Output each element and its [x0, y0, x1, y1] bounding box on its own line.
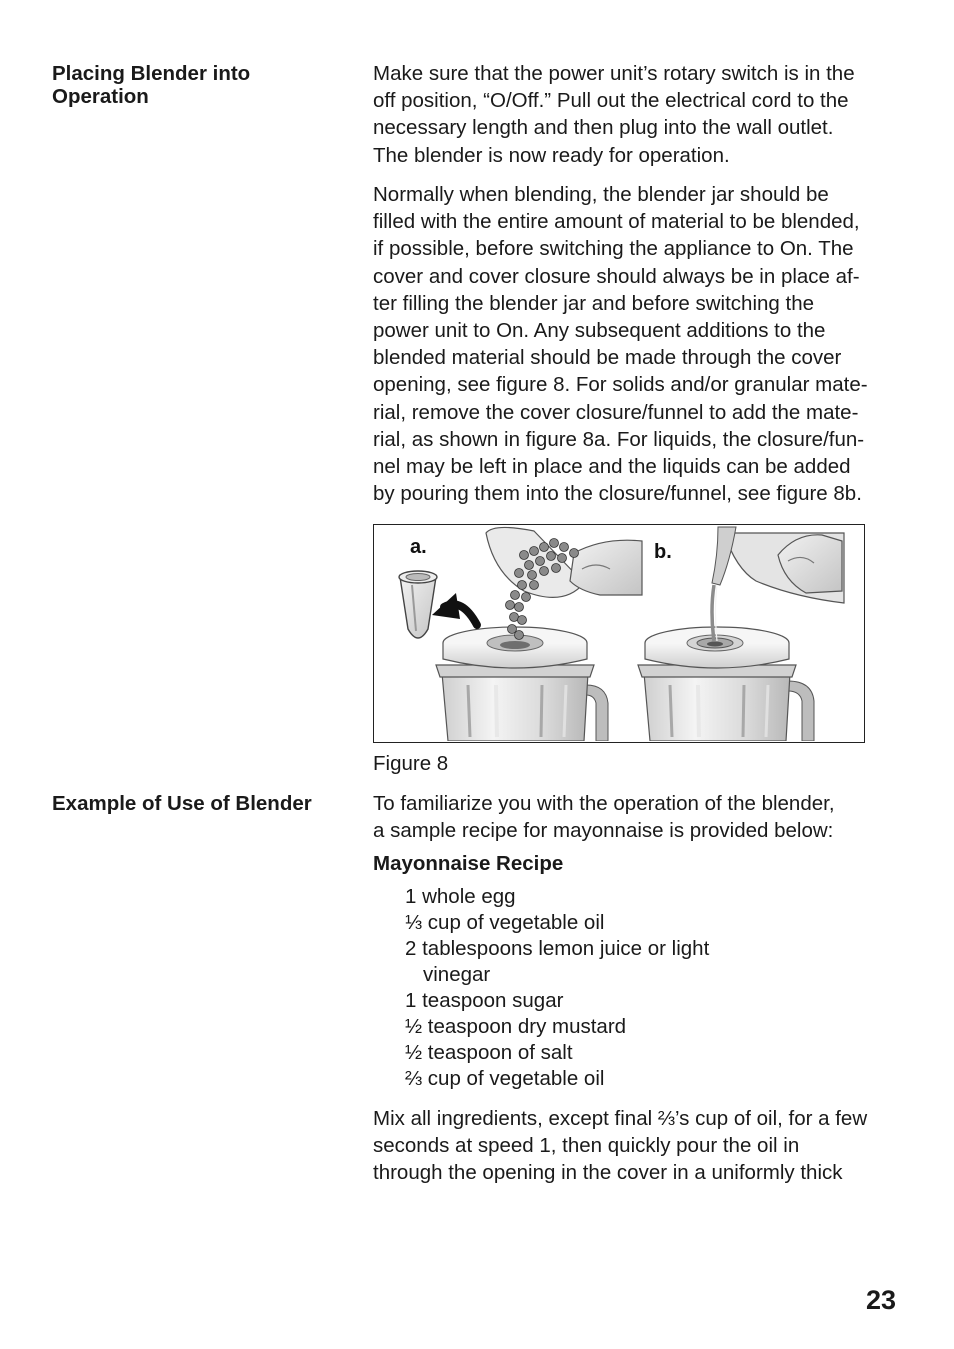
- text-line: seconds at speed 1, then quickly pour the oil in: [373, 1134, 800, 1158]
- text-line: To familiarize you with the operation of the blender,: [373, 792, 835, 815]
- text-line: necessary length and then plug into the wall outlet.: [373, 116, 834, 140]
- text-line: through the opening in the cover in a uniformly thick: [373, 1161, 843, 1185]
- text-line: off position, “O/Off.” Pull out the electrical cord to the: [373, 89, 849, 113]
- bowl-with-granules: [486, 527, 642, 639]
- text-line: Mix all ingredients, except final ⅔’s cup of oil, for a few: [373, 1107, 868, 1130]
- text-line: nel may be left in place and the liquids can be added: [373, 455, 851, 479]
- list-item: 1 teaspoon sugar: [405, 989, 564, 1012]
- text-line: Normally when blending, the blender jar should be: [373, 183, 829, 206]
- page-number: 23: [866, 1285, 897, 1315]
- figure-8-illustration: [373, 524, 865, 743]
- heading-line: Operation: [52, 85, 149, 108]
- text-line: Make sure that the power unit’s rotary switch is in the: [373, 62, 855, 85]
- blender-jar-a: [436, 627, 608, 741]
- cover-funnel: [399, 571, 437, 638]
- text-line: blended material should be made through the cover: [373, 346, 842, 370]
- list-item: [405, 936, 709, 988]
- list-item: ½ teaspoon dry mustard: [405, 1015, 627, 1038]
- recipe-title: Mayonnaise Recipe: [373, 852, 564, 875]
- ingredient-text-continued: vinegar: [423, 963, 491, 986]
- text-line: cover and cover closure should always be in place af-: [373, 264, 860, 288]
- text-line: rial, as shown in figure 8a. For liquids, the closure/fun-: [373, 427, 865, 451]
- paragraph-mixing-instructions: [373, 1105, 903, 1187]
- ingredient-list: [405, 884, 709, 1092]
- paragraph-blending-instructions: [373, 181, 903, 507]
- paragraph-recipe-intro: [373, 790, 903, 844]
- text-line: a sample recipe for mayonnaise is provided below:: [373, 819, 834, 843]
- section-heading-placing-blender: [52, 62, 342, 108]
- figure-caption: Figure 8: [373, 752, 449, 775]
- ingredient-text: 2 tablespoons lemon juice or light: [405, 937, 710, 960]
- text-line: power unit to On. Any subsequent additions to the: [373, 319, 826, 343]
- pitcher-pouring-liquid: [712, 527, 844, 641]
- text-line: opening, see figure 8. For solids and/or granular mate-: [373, 373, 868, 397]
- arrow-icon: [432, 593, 477, 625]
- paragraph-power-setup: [373, 60, 903, 169]
- list-item: ⅓ cup of vegetable oil: [405, 911, 605, 934]
- text-line: filled with the entire amount of material to be blended,: [373, 210, 860, 234]
- section-heading-example-of-use: Example of Use of Blender: [52, 792, 312, 815]
- heading-line: Placing Blender into: [52, 62, 251, 85]
- text-line: ter filling the blender jar and before switching the: [373, 291, 815, 315]
- text-line: rial, remove the cover closure/funnel to add the mate-: [373, 400, 859, 424]
- figure-label-b: b.: [654, 541, 672, 563]
- list-item: 1 whole egg: [405, 885, 516, 908]
- figure-label-a: a.: [410, 536, 427, 558]
- blender-jar-b: [638, 627, 814, 741]
- text-line: The blender is now ready for operation.: [373, 143, 730, 167]
- text-line: if possible, before switching the appliance to On. The: [373, 237, 854, 261]
- text-line: by pouring them into the closure/funnel, see figure 8b.: [373, 482, 862, 506]
- list-item: ½ teaspoon of salt: [405, 1041, 573, 1064]
- list-item: ⅔ cup of vegetable oil: [405, 1067, 605, 1090]
